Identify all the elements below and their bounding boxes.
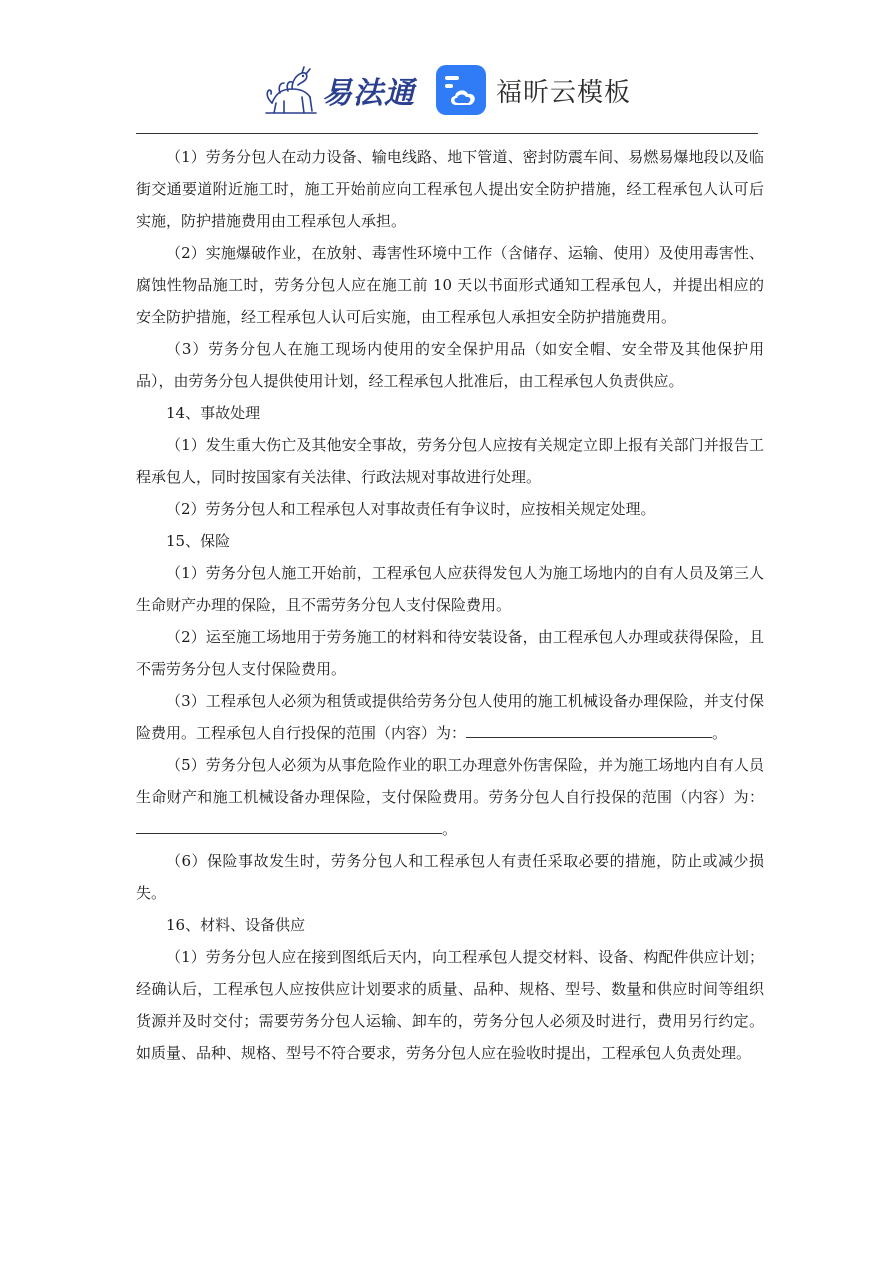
paragraph-text: （3）劳务分包人在施工现场内使用的安全保护用品（如安全帽、安全带及其他保护用品），由劳务分包人提供使用计划，经工程承包人批准后，由工程承包人负责供应。	[136, 340, 764, 390]
section-heading-insurance	[136, 525, 764, 557]
paragraph-text: （1）劳务分包人应在接到图纸后天内，向工程承包人提交材料、设备、构配件供应计划；经确认后，工程承包人应按供应计划要求的质量、品种、规格、型号、数量和供应时间等组织货源并及时交付；需要劳务分包人运输、卸车的，劳务分包人必须及时进行，费用另行约定。如质量、品种、规格、型号不符合要求，劳务分包人应在验收时提出，工程承包人负责处理。	[136, 948, 764, 1062]
paragraph-1	[136, 141, 764, 237]
paragraph-text: （2）劳务分包人和工程承包人对事故责任有争议时，应按相关规定处理。	[166, 500, 656, 518]
cloud-template-icon	[436, 65, 486, 115]
section-heading-materials	[136, 909, 764, 941]
yifatong-brand-text: 易法通	[322, 76, 415, 111]
yifatong-logo	[262, 62, 422, 118]
paragraph-9	[136, 621, 764, 685]
paragraph-text: （2）运至施工场地用于劳务施工的材料和待安装设备，由工程承包人办理或获得保险，且不需劳务分包人支付保险费用。	[136, 628, 764, 678]
fuxin-brand-text: 福昕云模板	[496, 77, 632, 108]
paragraph-text: （3）工程承包人必须为租赁或提供给劳务分包人使用的施工机械设备办理保险，并支付保险费用。工程承包人自行投保的范围（内容）为：	[136, 692, 764, 742]
paragraph-11	[136, 749, 764, 845]
paragraph-12	[136, 845, 764, 909]
paragraph-text: （6）保险事故发生时，劳务分包人和工程承包人有责任采取必要的措施，防止或减少损失。	[136, 852, 764, 902]
fuxin-logo	[436, 64, 631, 116]
paragraph-text: （1）劳务分包人施工开始前，工程承包人应获得发包人为施工场地内的自有人员及第三人生命财产办理的保险，且不需劳务分包人支付保险费用。	[136, 564, 764, 614]
paragraph-end: 。	[442, 820, 458, 838]
fill-in-blank[interactable]	[466, 719, 712, 738]
page-header	[0, 58, 893, 122]
paragraph-text: （5）劳务分包人必须为从事危险作业的职工办理意外伤害保险，并为施工场地内自有人员生命财产和施工机械设备办理保险，支付保险费用。劳务分包人自行投保的范围（内容）为：	[136, 756, 764, 806]
paragraph-3	[136, 333, 764, 397]
qilin-emblem-icon	[262, 63, 320, 117]
paragraph-2	[136, 237, 764, 333]
paragraph-text: （1）发生重大伤亡及其他安全事故，劳务分包人应按有关规定立即上报有关部门并报告工程承包人，同时按国家有关法律、行政法规对事故进行处理。	[136, 436, 764, 486]
heading-text: 15、保险	[166, 532, 231, 550]
paragraph-5	[136, 429, 764, 493]
fill-in-blank[interactable]	[136, 815, 442, 834]
paragraph-text: （1）劳务分包人在动力设备、输电线路、地下管道、密封防震车间、易燃易爆地段以及临街交通要道附近施工时，施工开始前应向工程承包人提出安全防护措施，经工程承包人认可后实施，防护措施费用由工程承包人承担。	[136, 148, 764, 230]
section-heading-accident	[136, 397, 764, 429]
paragraph-10	[136, 685, 764, 749]
document-body	[136, 141, 764, 1069]
heading-text: 14、事故处理	[166, 404, 261, 422]
paragraph-8	[136, 557, 764, 621]
heading-text: 16、材料、设备供应	[166, 916, 306, 934]
header-divider	[136, 133, 758, 134]
paragraph-end: 。	[712, 724, 728, 742]
paragraph-6	[136, 493, 764, 525]
paragraph-14	[136, 941, 764, 1069]
paragraph-text: （2）实施爆破作业，在放射、毒害性环境中工作（含储存、运输、使用）及使用毒害性、腐蚀性物品施工时，劳务分包人应在施工前 10 天以书面形式通知工程承包人，并提出相应的安全防护措施，经工程承包人认可后实施，由工程承包人承担安全防护措施费用。	[136, 244, 764, 326]
